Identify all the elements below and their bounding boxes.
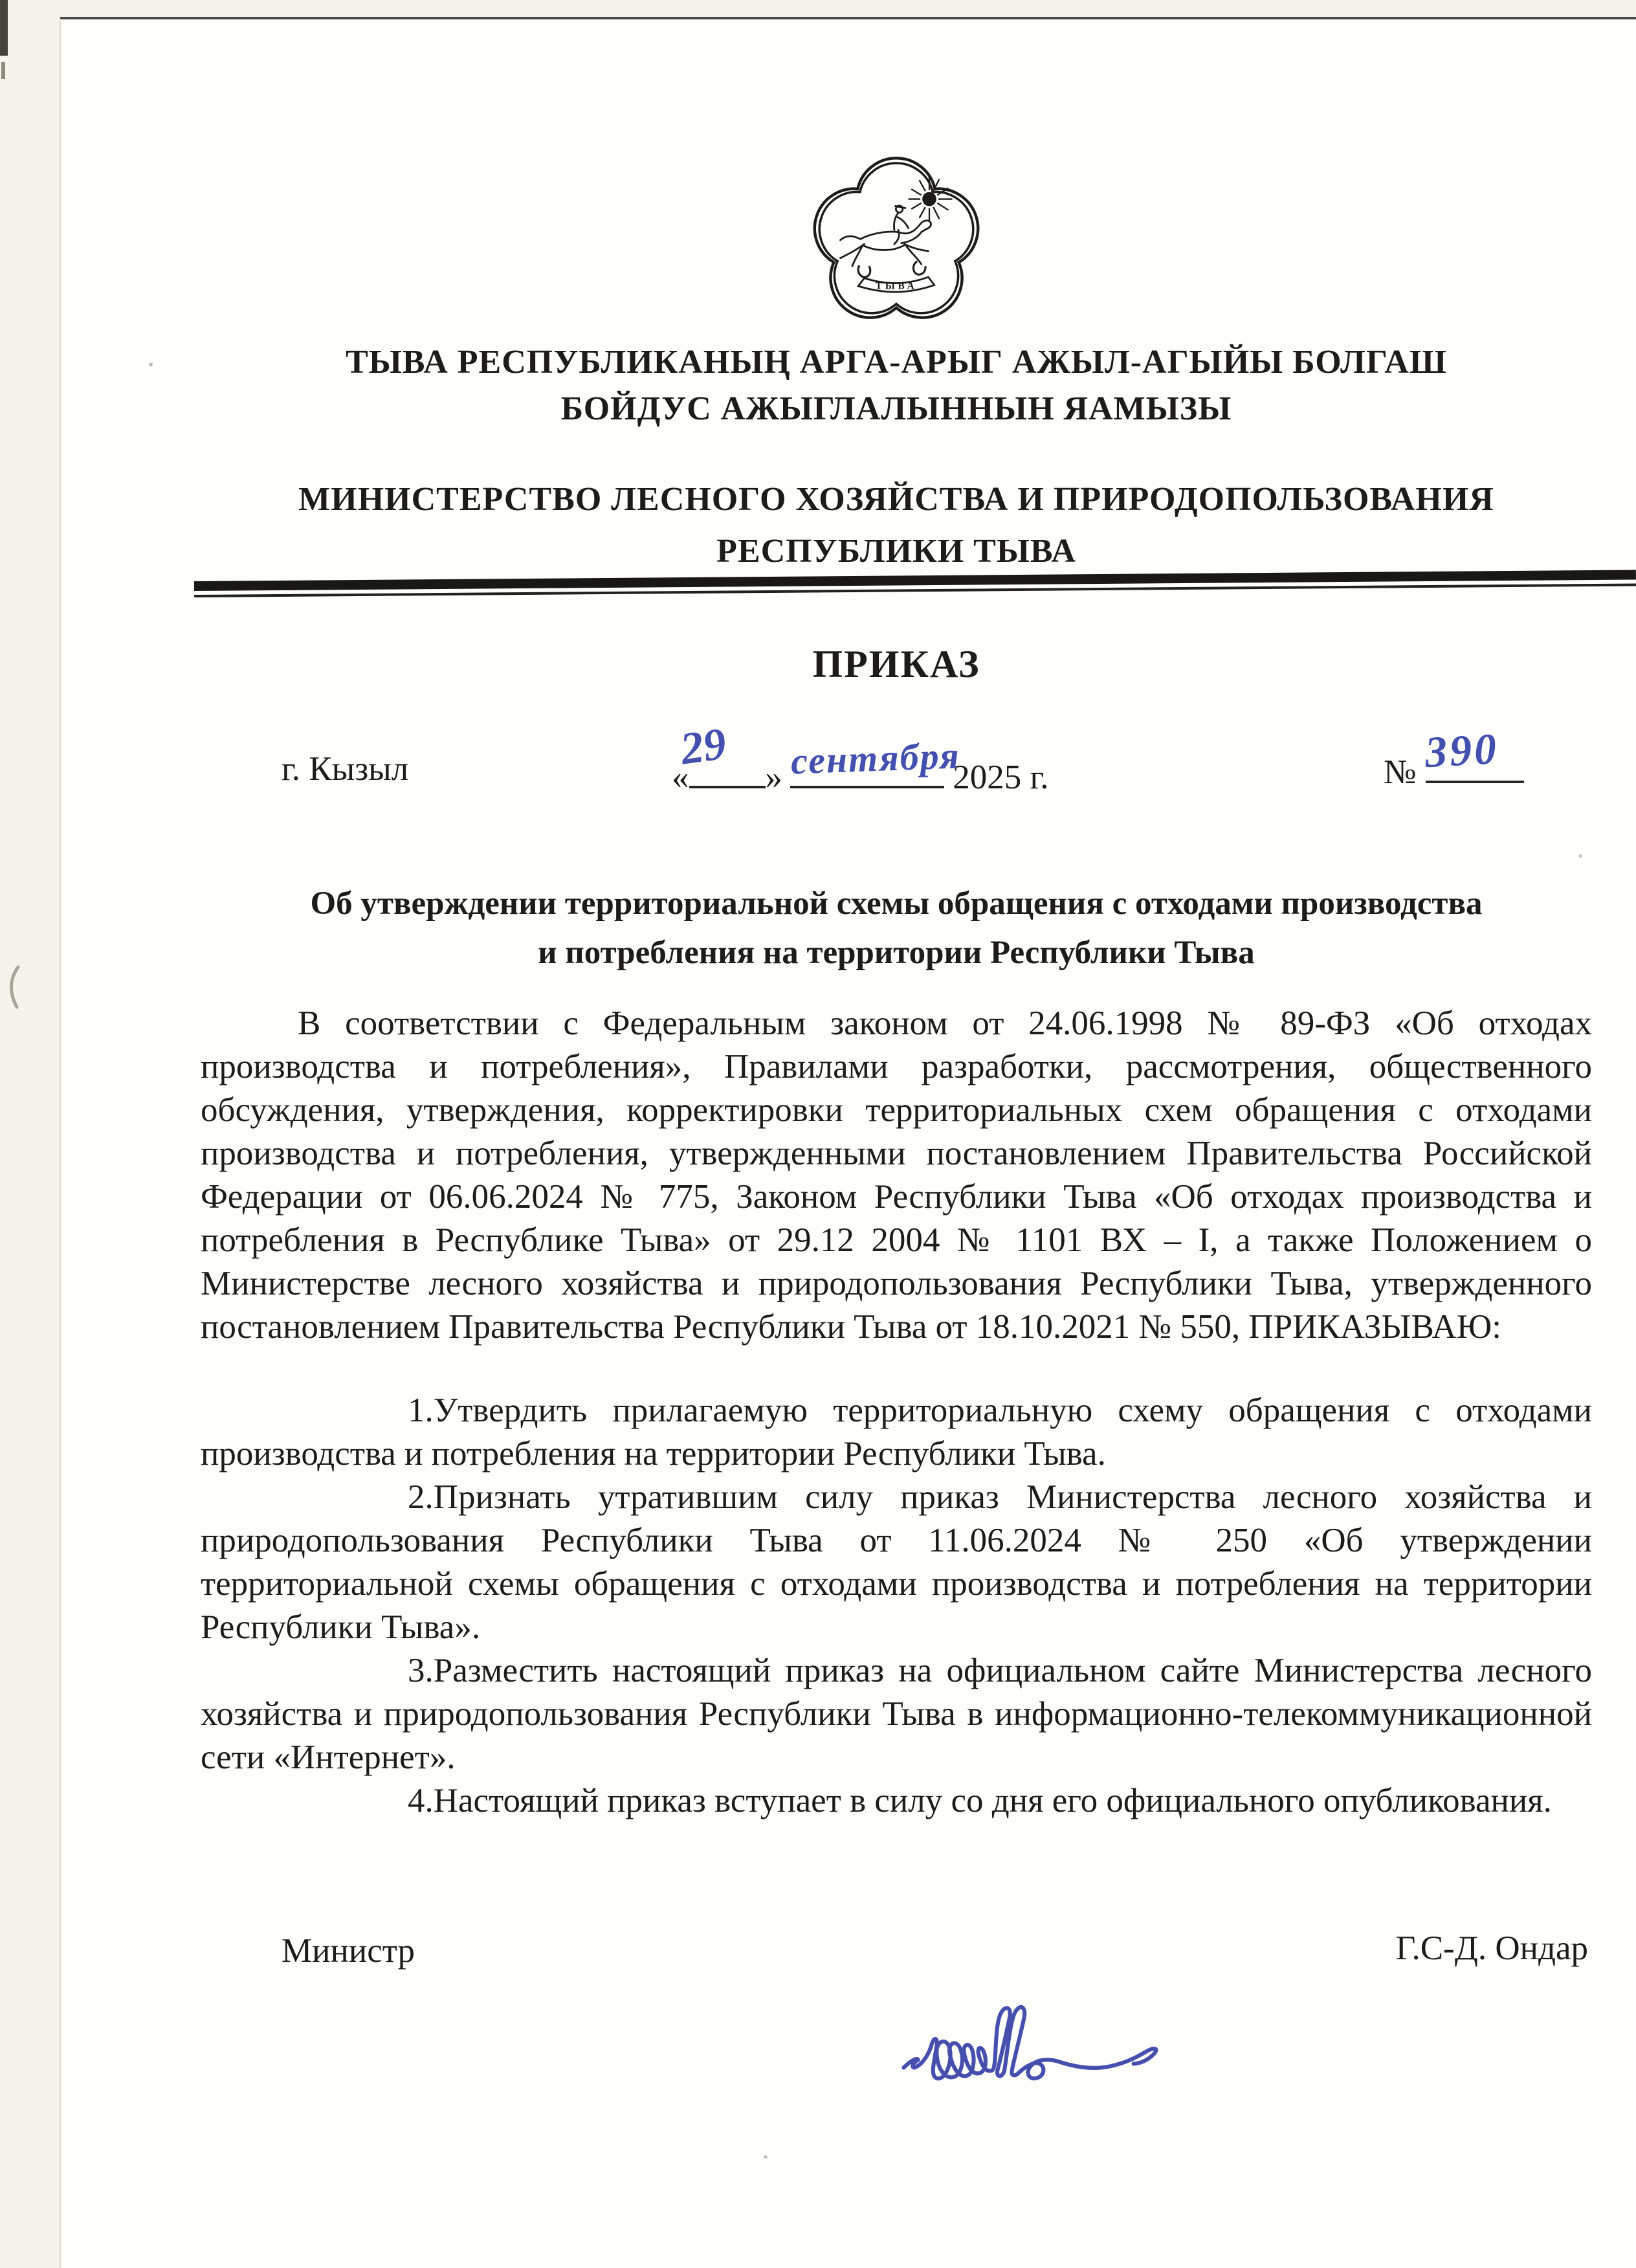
handwritten-order-number: 390 — [1424, 724, 1500, 777]
order-item-1 — [201, 1389, 1592, 1476]
item-text: Признать утратившим силу приказ Министерства лесного хозяйства и природопользования Республики Тыва от 11.06.2024 № 250 «Об утверждении территориальной схемы обращения с отходами производства и потребления на территории Республики Тыва». — [201, 1478, 1592, 1646]
horseshoe-marks — [857, 261, 926, 278]
scan-edge-artifact — [1, 62, 5, 79]
item-number: 3. — [408, 1652, 434, 1689]
item-text: Утвердить прилагаемую территориальную схему обращения с отходами производства и потребления на территории Республики Тыва. — [201, 1392, 1592, 1473]
item-text: Разместить настоящий приказ на официальном сайте Министерства лесного хозяйства и природопользования Республики Тыва в информационно-телекоммуникационной сети «Интернет». — [201, 1652, 1592, 1776]
signature-block — [201, 1920, 1592, 1984]
order-item-3 — [201, 1649, 1592, 1779]
dateline-city: г. Кызыл — [282, 750, 409, 788]
letterhead-tuvan-line2: БОЙДУС АЖЫГЛАЛЫННЫН ЯАМЫЗЫ — [560, 390, 1232, 427]
document-title: ПРИКАЗ — [812, 643, 980, 685]
item-number: 4. — [408, 1782, 434, 1819]
tyva-banner — [858, 277, 934, 292]
order-item-4 — [201, 1779, 1592, 1823]
order-item-2 — [201, 1476, 1592, 1649]
document-body — [201, 0, 1592, 1984]
scan-corner-artifact — [0, 0, 8, 56]
tyva-banner-text: ТЫВА — [875, 280, 918, 292]
letterhead-tuvan — [201, 339, 1592, 432]
item-number: 1. — [408, 1392, 434, 1429]
minister-signature — [893, 1999, 1210, 2102]
letterhead-ministry — [201, 474, 1592, 577]
signer-name: Г.С-Д. Ондар — [1395, 1929, 1588, 1967]
tyva-coat-of-arms — [799, 154, 993, 330]
scan-pen-artifact — [3, 964, 22, 1010]
subject-heading — [201, 879, 1592, 977]
handwritten-day: 29 — [677, 718, 729, 775]
horseman-icon — [840, 206, 931, 266]
dateline-year: 2025 г. — [953, 759, 1049, 796]
quote-close: » — [765, 759, 782, 796]
item-text: Настоящий приказ вступает в силу со дня его официального опубликования. — [433, 1782, 1552, 1819]
subject-line1: Об утверждении территориальной схемы обращения с отходами производства — [310, 885, 1483, 922]
handwritten-month: сентября — [790, 734, 961, 783]
signer-title: Министр — [282, 1932, 415, 1970]
dateline — [201, 718, 1592, 818]
preamble-paragraph: В соответствии с Федеральным законом от 24.06.1998 № 89-ФЗ «Об отходах производства и потребления», Правилами разработки, рассмотрения, общественного обсуждения, утверждения, корректировки территориальных схем обращения с отходами производства и потребления, утвержденными постановлением Правительства Российской Федерации от 06.06.2024 № 775, Законом Республики Тыва «Об отходах производства и потребления в Республике Тыва» от 29.12 2004 № 1101 ВХ – I, а также Положением о Министерстве лесного хозяйства и природопользования Республики Тыва, утвержденного постановлением Правительства Республики Тыва от 18.10.2021 № 550, ПРИКАЗЫВАЮ: — [201, 1005, 1592, 1346]
dust-speck — [149, 362, 153, 366]
letterhead-ministry-line1: МИНИСТЕРСТВО ЛЕСНОГО ХОЗЯЙСТВА И ПРИРОДОПОЛЬЗОВАНИЯ — [298, 481, 1494, 518]
letterhead-ministry-line2: РЕСПУБЛИКИ ТЫВА — [716, 533, 1076, 570]
quote-open: « — [672, 759, 689, 796]
letterhead-tuvan-line1: ТЫВА РЕСПУБЛИКАНЫҢ АРГА-АРЫГ АЖЫЛ-АГЫЙЫ БОЛГАШ — [346, 344, 1447, 381]
number-sign: № — [1384, 753, 1417, 791]
item-number: 2. — [408, 1478, 434, 1516]
subject-line2: и потребления на территории Республики Тыва — [538, 935, 1255, 971]
dust-speck — [764, 2155, 768, 2159]
order-items — [201, 1389, 1592, 1823]
